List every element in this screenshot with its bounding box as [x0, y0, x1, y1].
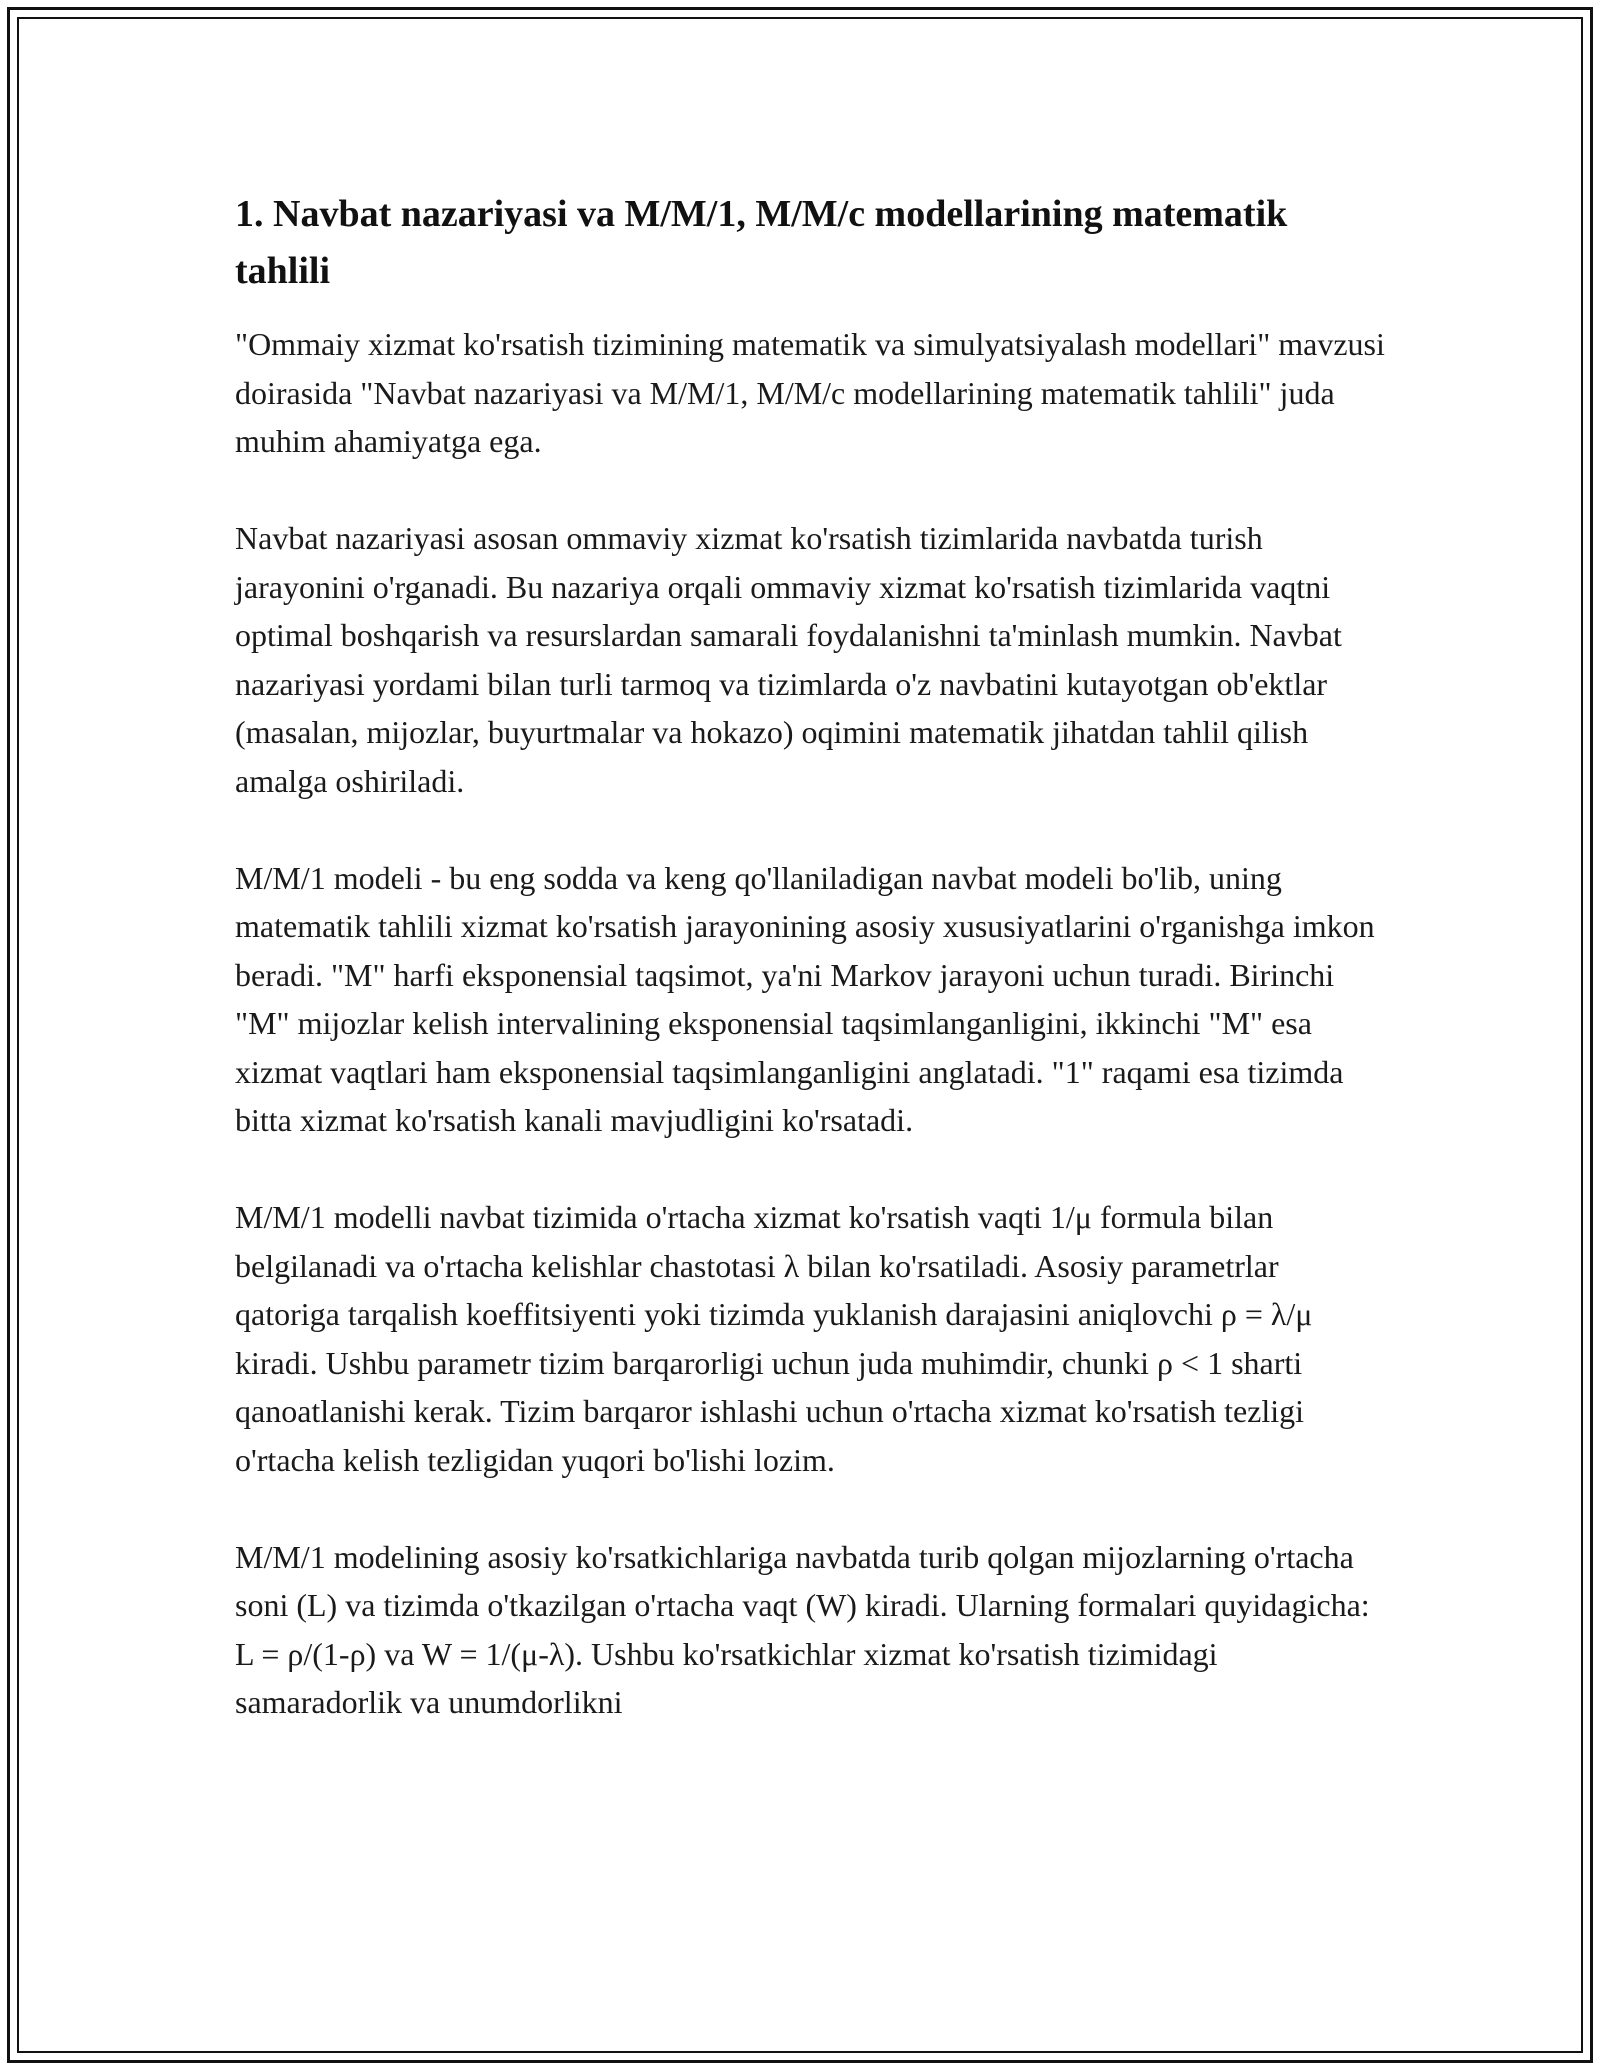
- paragraph-mm1-indicators: M/M/1 modelining asosiy ko'rsatkichlariga navbatda turib qolgan mijozlarning o'rtacha soni (L) va tizimda o'tkazilgan o'rtacha vaqt (W) kiradi. Ularning formalari quyidagicha: L = ρ/(1-ρ) va W = 1/(μ-λ). Ushbu ko'rsatkichlar xizmat ko'rsatish tizimidagi samaradorlik va unumdorlikni: [235, 1538, 1370, 1720]
- page-title: 1. Navbat nazariyasi va M/M/1, M/M/c modellarining matematik tahlili: [235, 193, 1288, 292]
- paragraph-mm1-model: M/M/1 modeli - bu eng sodda va keng qo'llaniladigan navbat modeli bo'lib, uning matematik tahlili xizmat ko'rsatish jarayonining asosiy xususiyatlarini o'rganishga imkon beradi. "M" harfi eksponensial taqsimot, ya'ni Markov jarayoni uchun turadi. Birinchi "M" mijozlar kelish intervalining eksponensial taqsimlanganligini, ikkinchi "M" esa xizmat vaqtlari ham eksponensial taqsimlanganligini anglatadi. "1" raqami esa tizimda bitta xizmat ko'rsatish kanali mavjudligini ko'rsatadi.: [235, 859, 1375, 1138]
- paragraph-queue-theory: Navbat nazariyasi asosan ommaviy xizmat ko'rsatish tizimlarida navbatda turish jarayonini o'rganadi. Bu nazariya orqali ommaviy xizmat ko'rsatish tizimlarida vaqtni optimal boshqarish va resurslardan samarali foydalanishni ta'minlash mumkin. Navbat nazariyasi yordami bilan turli tarmoq va tizimlarda o'z navbatini kutayotgan ob'ektlar (masalan, mijozlar, buyurtmalar va hokazo) oqimini matematik jihatdan tahlil qilish amalga oshiriladi.: [235, 520, 1342, 799]
- paragraph-mm1-parameters: M/M/1 modelli navbat tizimida o'rtacha xizmat ko'rsatish vaqti 1/μ formula bilan belgilanadi va o'rtacha kelishlar chastotasi λ bilan ko'rsatiladi. Asosiy parametrlar qatoriga tarqalish koeffitsiyenti yoki tizimda yuklanish darajasini aniqlovchi ρ = λ/μ kiradi. Ushbu parametr tizim barqarorligi uchun juda muhimdir, chunki ρ < 1 sharti qanoatlanishi kerak. Tizim barqaror ishlashi uchun o'rtacha xizmat ko'rsatish tezligi o'rtacha kelish tezligidan yuqori bo'lishi lozim.: [235, 1199, 1313, 1478]
- paragraph-intro: "Ommaiy xizmat ko'rsatish tizimining matematik va simulyatsiyalash modellari" mavzusi doirasida "Navbat nazariyasi va M/M/1, M/M/c modellarining matematik tahlili" juda muhim ahamiyatga ega.: [235, 326, 1385, 459]
- document-body: [235, 186, 1385, 1775]
